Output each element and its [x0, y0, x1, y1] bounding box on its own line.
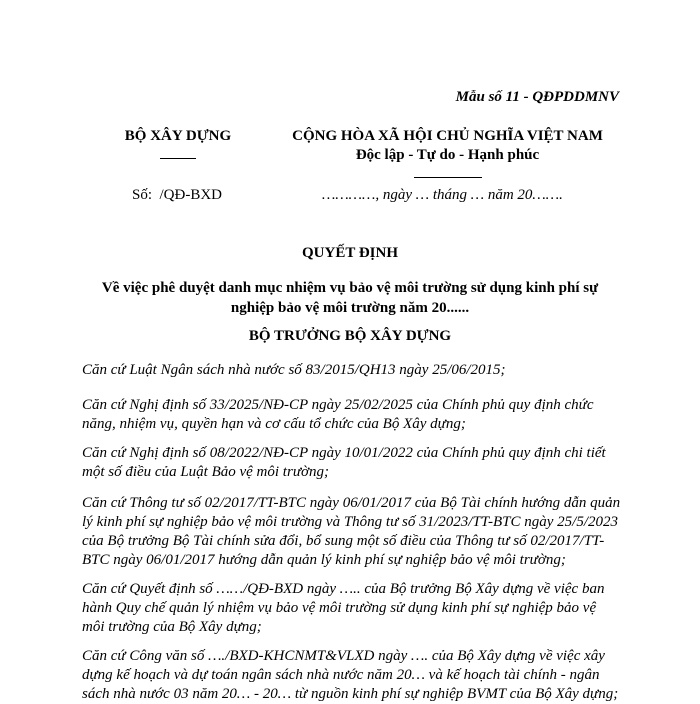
legal-basis-3	[82, 444, 622, 482]
subject-line-2: nghiệp bảo vệ môi trường năm 20......	[230, 300, 470, 316]
agency-underline	[160, 158, 196, 159]
subject-line-1: Về việc phê duyệt danh mục nhiệm vụ bảo vệ môi trường sử dụng kinh phí sự	[101, 280, 599, 296]
document-subject	[95, 278, 605, 318]
basis-line: sách nhà nước 03 năm 20… - 20… từ nguồn kinh phí sự nghiệp BVMT của Bộ Xây dựng;	[82, 686, 619, 702]
basis-line: dựng kế hoạch và dự toán ngân sách nhà nước năm 20… và kế hoạch tài chính - ngân	[82, 667, 600, 683]
basis-line: Căn cứ Nghị định số 08/2022/NĐ-CP ngày 10/01/2022 của Chính phủ quy định chi tiết	[82, 445, 606, 461]
legal-basis-6	[82, 647, 622, 704]
basis-line: môi trường của Bộ Xây dựng;	[82, 619, 262, 635]
basis-line: hành Quy chế quản lý nhiệm vụ bảo vệ môi trường sử dụng kinh phí sự nghiệp bảo vệ	[82, 600, 597, 616]
basis-line: lý kinh phí sự nghiệp bảo vệ môi trường và Thông tư số 31/2023/TT-BTC ngày 25/5/2023	[82, 514, 619, 530]
legal-basis-1	[82, 361, 622, 380]
form-code: Mẫu số 11 - QĐPDDMNV	[455, 89, 619, 105]
basis-line: của Bộ trưởng Bộ Tài chính sửa đổi, bổ sung một số điều của Thông tư số 02/2017/TT-	[82, 533, 605, 549]
basis-line: Căn cứ Công văn số …./BXD-KHCNMT&VLXD ngày …. của Bộ Xây dựng về việc xây	[82, 648, 605, 664]
country-name: CỘNG HÒA XÃ HỘI CHỦ NGHĨA VIỆT NAM	[292, 128, 603, 144]
document-date: …………, ngày … tháng … năm 20…….	[322, 187, 563, 203]
motto-underline	[414, 177, 482, 178]
issuing-agency-name: BỘ XÂY DỰNG	[124, 128, 232, 144]
basis-line: Căn cứ Quyết định số ……/QĐ-BXD ngày ….. của Bộ trưởng Bộ Xây dựng về việc ban	[82, 581, 605, 597]
issuing-authority: BỘ TRƯỞNG BỘ XÂY DỰNG	[248, 328, 452, 344]
basis-line: Căn cứ Luật Ngân sách nhà nước số 83/2015/QH13 ngày 25/06/2015;	[82, 362, 506, 378]
issuing-agency-block	[88, 127, 268, 165]
basis-line: năng, nhiệm vụ, quyền hạn và cơ cấu tổ chức của Bộ Xây dựng;	[82, 416, 466, 432]
basis-line: Căn cứ Nghị định số 33/2025/NĐ-CP ngày 25/02/2025 của Chính phủ quy định chức	[82, 397, 594, 413]
basis-line: BTC ngày 06/01/2017 hướng dẫn quản lý kinh phí sự nghiệp bảo vệ môi trường;	[82, 552, 566, 568]
basis-line: một số điều của Luật Bảo vệ môi trường;	[82, 464, 329, 480]
national-header-block	[255, 127, 640, 184]
legal-basis-2	[82, 396, 622, 434]
document-number: Số: /QĐ-BXD	[132, 187, 223, 203]
national-motto: Độc lập - Tự do - Hạnh phúc	[355, 147, 540, 163]
basis-line: Căn cứ Thông tư số 02/2017/TT-BTC ngày 06/01/2017 của Bộ Tài chính hướng dẫn quản	[82, 495, 621, 511]
legal-basis-5	[82, 580, 622, 637]
document-title: QUYẾT ĐỊNH	[302, 245, 398, 261]
legal-basis-4	[82, 494, 622, 570]
